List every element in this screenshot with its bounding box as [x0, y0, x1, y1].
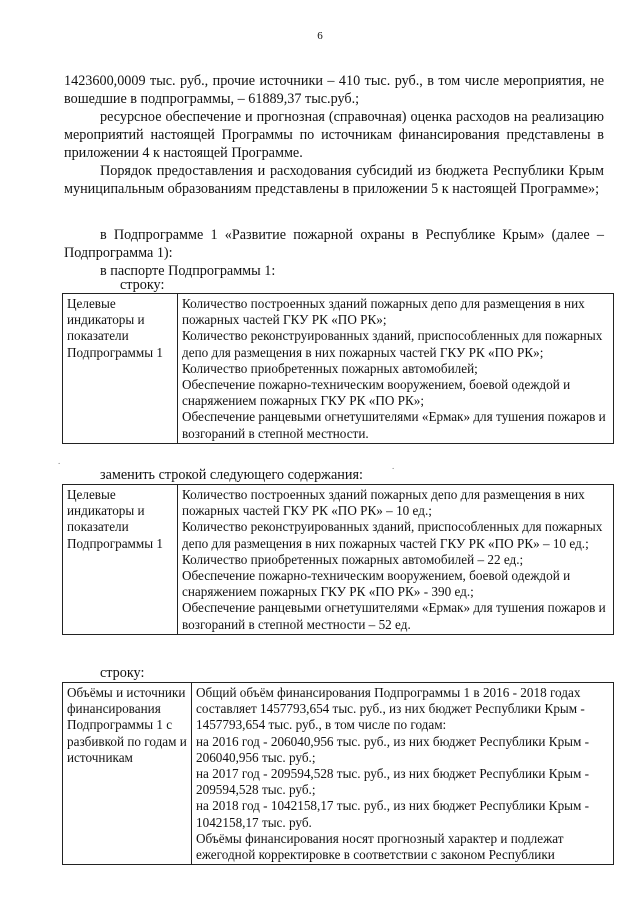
list-item: Количество построенных зданий пожарных депо для размещения в них пожарных частей ГКУ РК «ПО РК» – 10 ед.; [182, 487, 585, 519]
indicator-label-cell: Целевые индикаторы и показатели Подпрограммы 1 [63, 485, 178, 635]
list-item: Количество приобретенных пожарных автомобилей; [182, 360, 478, 376]
indicator-label-cell: Целевые индикаторы и показатели Подпрограммы 1 [63, 294, 178, 444]
indicator-values-cell [178, 485, 614, 635]
list-item: Количество построенных зданий пожарных депо для размещения в них пожарных частей ГКУ РК «ПО РК»; [182, 296, 585, 328]
scan-speck: . [58, 456, 61, 466]
list-item: Объёмы финансирования носят прогнозный характер и подлежат ежегодной корректировке в соответствии с законом Республики [196, 830, 564, 863]
label-row-old-2: строку: [100, 665, 145, 681]
paragraph-funding-sources: 1423600,0009 тыс. руб., прочие источники – 410 тыс. руб., в том числе мероприятия, не вошедшие в подпрограммы, – 61889,37 тыс.руб.; [64, 73, 604, 107]
label-replace-with: заменить строкой следующего содержания: [100, 467, 363, 483]
financing-values-cell [192, 683, 614, 865]
financing-label-cell: Объёмы и источники финансирования Подпрограммы 1 с разбивкой по годам и источникам [63, 683, 192, 865]
page-number: 6 [317, 30, 323, 42]
list-item: Обеспечение пожарно-техническим вооружением, боевой одеждой и снаряжением пожарных ГКУ РК «ПО РК» - 390 ед.; [182, 568, 571, 600]
list-item: на 2017 год - 209594,528 тыс. руб., из них бюджет Республики Крым - 209594,528 тыс. руб.; [196, 766, 590, 798]
table-row [63, 485, 614, 635]
list-item: на 2016 год - 206040,956 тыс. руб., из них бюджет Республики Крым - 206040,956 тыс. руб.; [196, 733, 590, 765]
list-item: Количество приобретенных пожарных автомобилей – 22 ед.; [182, 551, 524, 567]
list-item: Обеспечение пожарно-техническим вооружением, боевой одеждой и снаряжением пожарных ГКУ РК «ПО РК»; [182, 377, 571, 409]
label-row-old-1: строку: [120, 277, 165, 293]
paragraph-subsidy-procedure: Порядок предоставления и расходования субсидий из бюджета Республики Крым муниципальным образованиям представлены в приложении 5 к настоящей Программе»; [64, 163, 604, 197]
list-item: Количество реконструированных зданий, приспособленных для пожарных депо для размещения в них пожарных частей ГКУ РК «ПО РК»; [182, 328, 603, 360]
list-item: на 2018 год - 1042158,17 тыс. руб., из них бюджет Республики Крым - 1042158,17 тыс. руб. [196, 798, 590, 830]
indicator-values-cell [178, 294, 614, 444]
list-item: Обеспечение ранцевыми огнетушителями «Ермак» для тушения пожаров и возгораний в степной местности – 52 ед. [182, 600, 606, 632]
scan-speck: . [392, 461, 395, 471]
paragraph-subprogram-1: в Подпрограмме 1 «Развитие пожарной охраны в Республике Крым» (далее – Подпрограмма 1): [64, 227, 604, 261]
paragraph-resource-provision: ресурсное обеспечение и прогнозная (справочная) оценка расходов на реализацию мероприятий настоящей Программы по источникам финансирования представлены в приложении 4 к настоящей Программе. [64, 109, 604, 161]
body-text [64, 72, 604, 198]
table-old-indicators [62, 293, 614, 444]
table-row [63, 683, 614, 865]
table-financing [62, 682, 614, 865]
list-item: Обеспечение ранцевыми огнетушителями «Ермак» для тушения пожаров и возгораний в степной местности. [182, 409, 606, 441]
table-new-indicators [62, 484, 614, 635]
list-item: Общий объём финансирования Подпрограммы 1 в 2016 - 2018 годах составляет 1457793,654 тыс. руб., из них бюджет Республики Крым - 1457793,654 тыс. руб., в том числе по годам: [196, 685, 585, 733]
paragraph-passport: в паспорте Подпрограммы 1: [100, 263, 276, 279]
subprogram-intro [64, 226, 604, 280]
list-item: Количество реконструированных зданий, приспособленных для пожарных депо для размещения в них пожарных частей ГКУ РК «ПО РК» – 10 ед.; [182, 519, 603, 551]
table-row [63, 294, 614, 444]
